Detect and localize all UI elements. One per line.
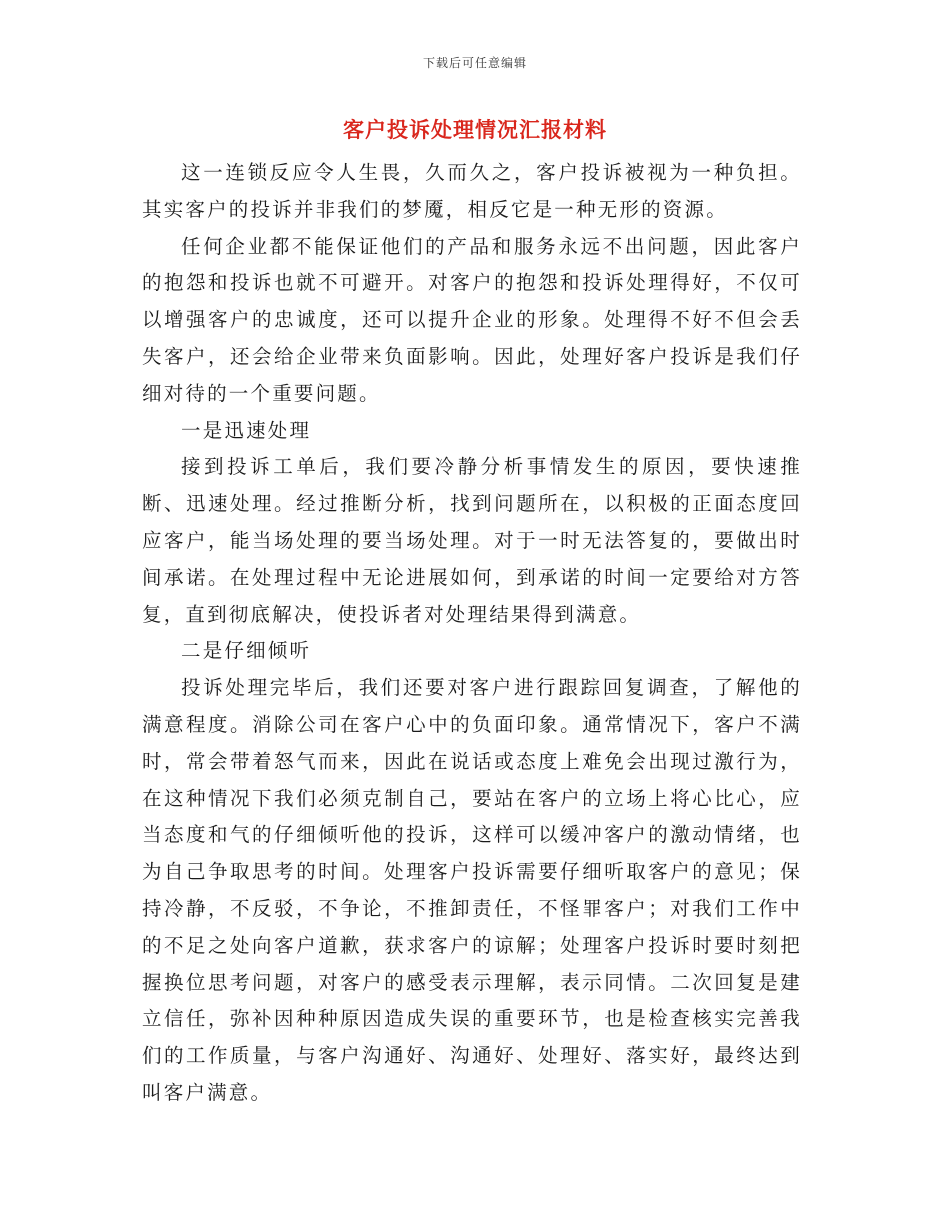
- paragraph-section-1: 接到投诉工单后，我们要冷静分析事情发生的原因，要快速推断、迅速处理。经过推断分析，找到问题所在，以积极的正面态度回应客户，能当场处理的要当场处理。对于一时无法答复的，要做出时间承诺。在处理过程中无论进展如何，到承诺的时间一定要给对方答复，直到彻底解决，使投诉者对处理结果得到满意。: [142, 455, 802, 626]
- document-title: 客户投诉处理情况汇报材料: [343, 117, 607, 142]
- section-heading-1: 一是迅速处理: [181, 418, 312, 442]
- header-note: 下载后可任意编辑: [422, 56, 527, 70]
- document-body: [142, 155, 802, 1112]
- section-heading-2: 二是仔细倾听: [181, 639, 312, 663]
- paragraph-section-2: 投诉处理完毕后，我们还要对客户进行跟踪回复调查，了解他的满意程度。消除公司在客户心中的负面印象。通常情况下，客户不满时，常会带着怒气而来，因此在说话或态度上难免会出现过激行为，在这种情况下我们必须克制自己，要站在客户的立场上将心比心，应当态度和气的仔细倾听他的投诉，这样可以缓冲客户的激动情绪，也为自己争取思考的时间。处理客户投诉需要仔细听取客户的意见；保持冷静，不反驳，不争论，不推卸责任，不怪罪客户；对我们工作中的不足之处向客户道歉，获求客户的谅解；处理客户投诉时要时刻把握换位思考问题，对客户的感受表示理解，表示同情。二次回复是建立信任，弥补因种种原因造成失误的重要环节，也是检查核实完善我们的工作质量，与客户沟通好、沟通好、处理好、落实好，最终达到叫客户满意。: [142, 676, 802, 1104]
- paragraph-importance: 任何企业都不能保证他们的产品和服务永远不出问题，因此客户的抱怨和投诉也就不可避开。对客户的抱怨和投诉处理得好，不仅可以增强客户的忠诚度，还可以提升企业的形象。处理得不好不但会丢失客户，还会给企业带来负面影响。因此，处理好客户投诉是我们仔细对待的一个重要问题。: [142, 234, 802, 405]
- paragraph-intro: 这一连锁反应令人生畏，久而久之，客户投诉被视为一种负担。其实客户的投诉并非我们的梦魇，相反它是一种无形的资源。: [142, 161, 802, 221]
